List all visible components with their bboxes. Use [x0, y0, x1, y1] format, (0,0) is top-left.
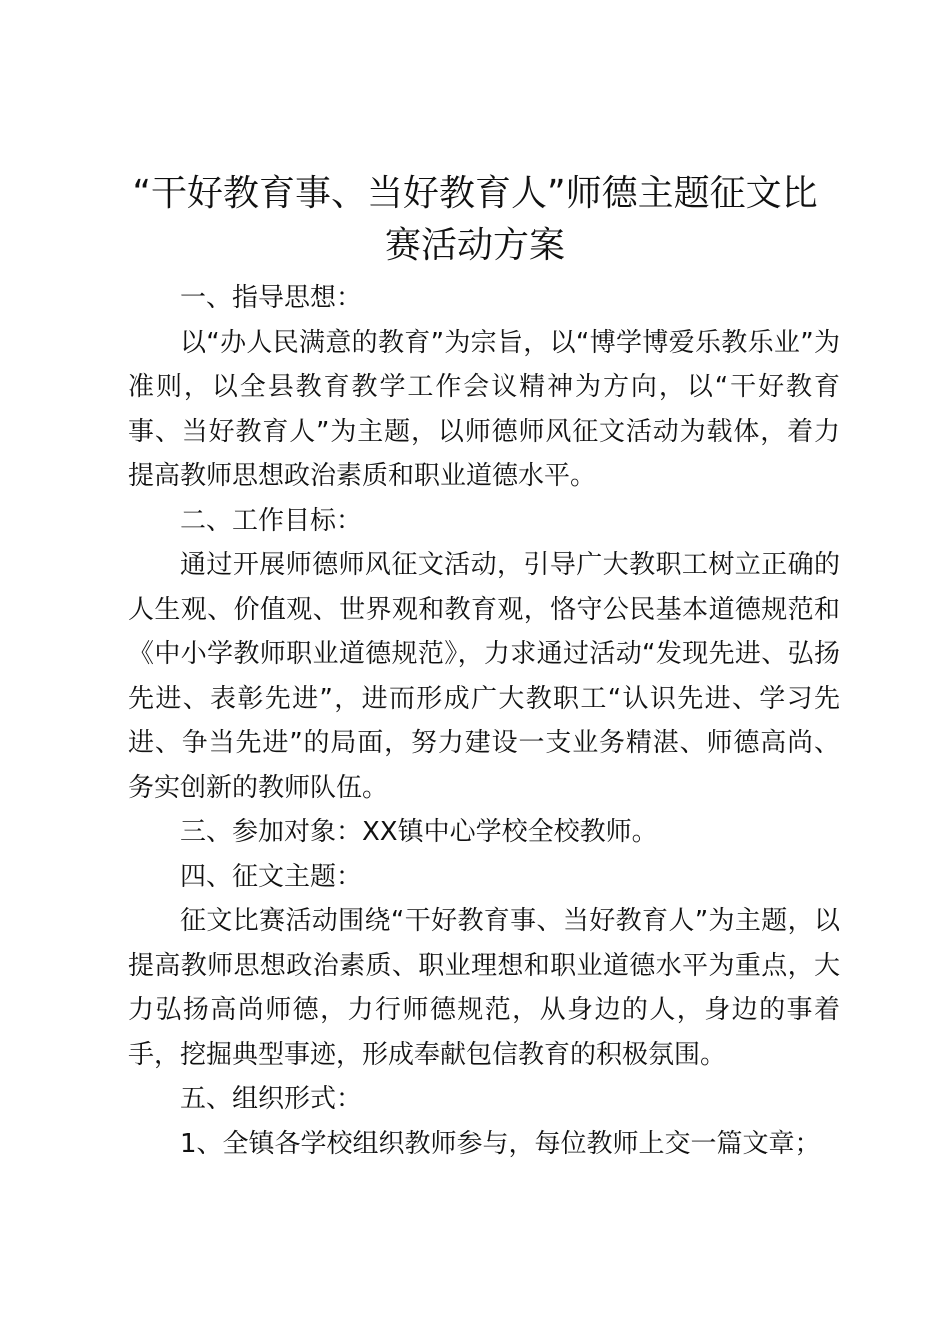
section-heading-guiding-ideology: 一、指导思想：	[180, 283, 363, 313]
section-heading-work-goals: 二、工作目标：	[180, 505, 363, 536]
paragraph-essay-theme: 征文比赛活动围绕“干好教育事、当好教育人”为主题，以提高教师思想政治素质、职业理想和职业道德水平为重点，大力弘扬高尚师德，力行师德规范，从身边的人，身边的事着手，挖掘典型事迹，形成奉献包信教育的积极氛围。	[128, 906, 840, 1070]
document-body	[128, 276, 840, 1166]
paragraph-work-goals: 通过开展师德师风征文活动，引导广大教职工树立正确的人生观、价值观、世界观和教育观，恪守公民基本道德规范和《中小学教师职业道德规范》，力求通过活动“发现先进、弘扬先进、表彰先进”，进而形成广大教职工“认识先进、学习先进、争当先进”的局面，努力建设一支业务精湛、师德高尚、务实创新的教师队伍。	[128, 550, 840, 803]
document-title: “干好教育事、当好教育人”师德主题征文比赛活动方案	[132, 173, 818, 266]
section-participants: 三、参加对象：XX镇中心学校全校教师。	[180, 817, 658, 847]
paragraph-guiding-ideology: 以“办人民满意的教育”为宗旨，以“博学博爱乐教乐业”为准则，以全县教育教学工作会议精神为方向，以“干好教育事、当好教育人”为主题，以师德师风征文活动为载体，着力提高教师思想政治素质和职业道德水平。	[128, 327, 840, 491]
list-item-organization-1: 1、全镇各学校组织教师参与，每位教师上交一篇文章；	[180, 1128, 821, 1159]
section-heading-organization-form: 五、组织形式：	[180, 1084, 363, 1114]
section-heading-essay-theme: 四、征文主题：	[180, 861, 363, 892]
